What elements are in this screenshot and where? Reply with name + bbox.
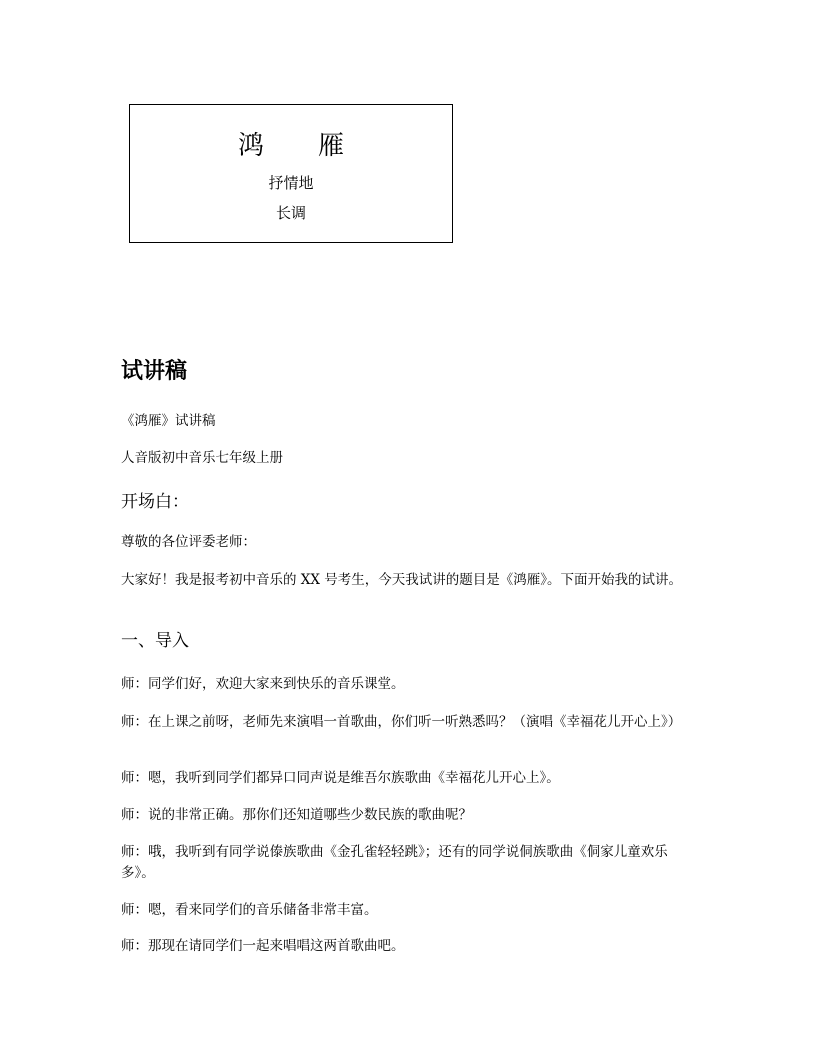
dialogue-paragraph: 师：那现在请同学们一起来唱唱这两首歌曲吧。 xyxy=(121,938,405,954)
section-heading-intro: 一、导入 xyxy=(121,631,189,651)
dialogue-paragraph: 师：嗯，看来同学们的音乐储备非常丰富。 xyxy=(121,902,378,918)
textbook-info: 人音版初中音乐七年级上册 xyxy=(121,450,283,466)
dialogue-paragraph: 师：说的非常正确。那你们还知道哪些少数民族的歌曲呢？ xyxy=(121,807,472,823)
dialogue-paragraph: 师：同学们好，欢迎大家来到快乐的音乐课堂。 xyxy=(121,676,405,692)
dialogue-paragraph: 师：在上课之前呀，老师先来演唱一首歌曲，你们听一听熟悉吗？（演唱《幸福花儿开心上》） xyxy=(121,714,682,730)
greeting-paragraph: 尊敬的各位评委老师： xyxy=(121,534,256,550)
song-title: 鸿 雁 xyxy=(237,131,358,161)
section-heading-opening: 开场白： xyxy=(121,492,189,512)
style-marking: 长调 xyxy=(275,204,306,222)
document-heading: 试讲稿 xyxy=(121,359,188,384)
dialogue-paragraph: 师：哦，我听到有同学说傣族歌曲《金孔雀轻轻跳》；还有的同学说侗族歌曲《侗家儿童欢乐多》。 xyxy=(121,844,668,881)
document-subtitle: 《鸿雁》试讲稿 xyxy=(121,413,216,429)
intro-paragraph: 大家好！我是报考初中音乐的 XX 号考生，今天我试讲的题目是《鸿雁》。下面开始我的试讲。 xyxy=(121,572,683,588)
cover-box xyxy=(129,104,453,243)
dialogue-paragraph: 师：嗯，我听到同学们都异口同声说是维吾尔族歌曲《幸福花儿开心上》。 xyxy=(121,770,560,786)
expression-marking: 抒情地 xyxy=(268,174,314,192)
